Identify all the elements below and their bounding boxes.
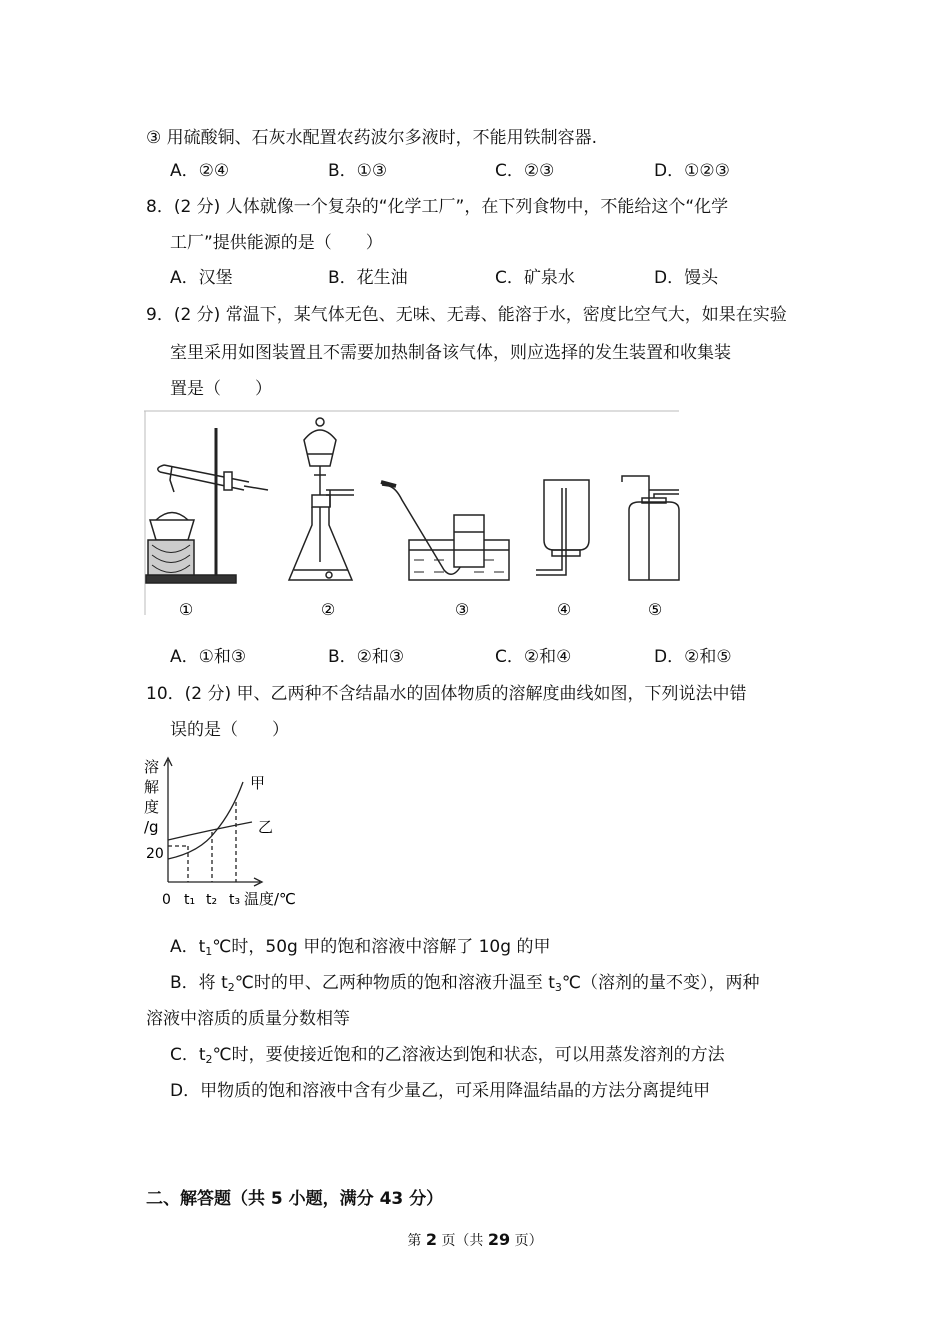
q7-option-a: A．②④ — [170, 161, 230, 181]
q9-stem-line3: 置是（ ） — [170, 379, 272, 399]
q9-stem-line1: 9．(2 分) 常温下，某气体无色、无味、无毒、能溶于水，密度比空气大，如果在实验 — [146, 305, 787, 325]
apparatus-1-heating-setup — [146, 428, 268, 583]
apparatus-label-5: ⑤ — [647, 600, 663, 619]
q9-option-c: C．②和④ — [495, 647, 572, 667]
q8-option-b: B．花生油 — [328, 268, 408, 288]
q8-option-c: C．矿泉水 — [495, 268, 575, 288]
y-label-char-3: 度 — [144, 798, 160, 816]
q7-item3: ③ 用硫酸铜、石灰水配置农药波尔多液时，不能用铁制容器. — [146, 128, 598, 148]
y-tick-20: 20 — [146, 846, 164, 862]
q7-option-b: B．①③ — [328, 161, 388, 181]
apparatus-label-4: ④ — [556, 600, 572, 619]
x-axis-label: 温度/℃ — [244, 890, 296, 908]
x-tick-t2: t₂ — [206, 892, 218, 908]
series-label-yi: 乙 — [258, 818, 274, 836]
q7-option-c: C．②③ — [495, 161, 555, 181]
y-label-char-2: 解 — [144, 778, 160, 796]
q10-solubility-figure — [140, 752, 310, 914]
q7-option-d: D．①②③ — [654, 161, 730, 181]
series-label-jia: 甲 — [250, 774, 266, 792]
curve-jia — [168, 782, 243, 859]
page-footer: 第 2 页（共 29 页） — [407, 1230, 543, 1249]
q8-stem-line2: 工厂”提供能源的是（ ） — [170, 233, 383, 253]
y-label-char-1: 溶 — [144, 758, 160, 776]
q10-option-b-line1: B．将 $t_2℃$时的甲、乙两种物质的饱和溶液升温至 $t_3℃$（溶剂的量不变），两种 — [170, 973, 760, 994]
q10-option-d: D．甲物质的饱和溶液中含有少量乙，可采用降温结晶的方法分离提纯甲 — [170, 1081, 711, 1101]
q10-option-a: A．$t_1℃$时，50g 甲的饱和溶液中溶解了 10g 的甲 — [170, 937, 551, 958]
q10-option-b-line2: 溶液中溶质的质量分数相等 — [146, 1009, 350, 1029]
q10-option-c: C．$t_2℃$时，要使接近饱和的乙溶液达到饱和状态，可以用蒸发溶剂的方法 — [170, 1045, 725, 1066]
q10-stem-line1: 10．(2 分) 甲、乙两种不含结晶水的固体物质的溶解度曲线如图，下列说法中错 — [146, 684, 747, 704]
q8-option-a: A．汉堡 — [170, 268, 233, 288]
q9-stem-line2: 室里采用如图装置且不需要加热制备该气体，则应选择的发生装置和收集装 — [170, 343, 731, 363]
apparatus-label-3: ③ — [454, 600, 470, 619]
q9-option-b: B．②和③ — [328, 647, 405, 667]
origin-label: 0 — [162, 892, 171, 908]
q9-apparatus-figure — [144, 410, 684, 625]
q8-option-d: D．馒头 — [654, 268, 719, 288]
apparatus-5-upward-displacement — [622, 476, 679, 580]
q10-stem-line2: 误的是（ ） — [170, 720, 289, 740]
section-2-heading: 二、解答题（共 5 小题，满分 43 分） — [146, 1189, 444, 1209]
q9-option-d: D．②和⑤ — [654, 647, 732, 667]
apparatus-label-2: ② — [320, 600, 336, 619]
q8-stem-line1: 8．(2 分) 人体就像一个复杂的“化学工厂”，在下列食物中，不能给这个“化学 — [146, 197, 729, 217]
apparatus-4-downward-displacement — [536, 480, 589, 575]
apparatus-3-water-collection — [381, 482, 509, 580]
x-tick-t3: t₃ — [229, 892, 241, 908]
y-label-char-4: /g — [144, 818, 159, 836]
apparatus-label-1: ① — [178, 600, 194, 619]
x-tick-t1: t₁ — [184, 892, 196, 908]
q9-option-a: A．①和③ — [170, 647, 247, 667]
apparatus-2-flask-funnel — [289, 418, 354, 580]
